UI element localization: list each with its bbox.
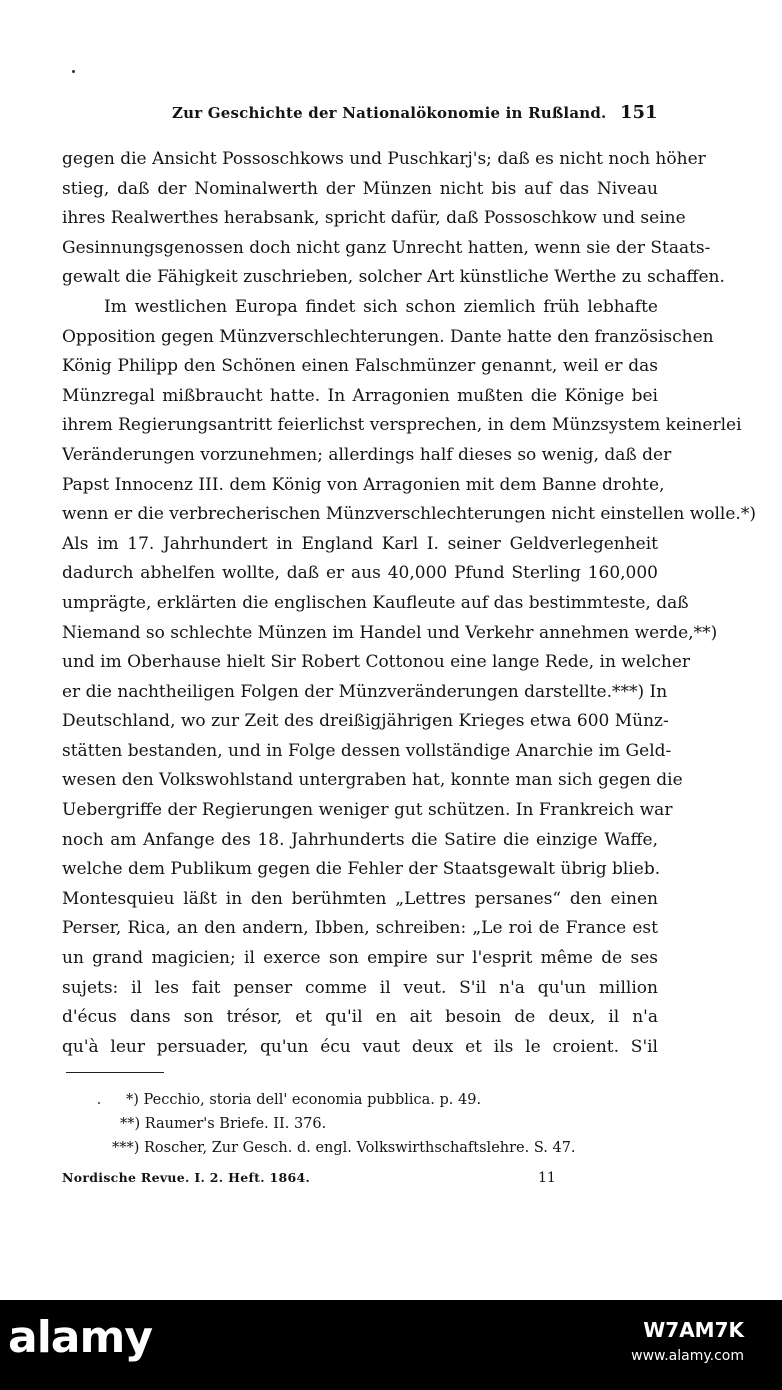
text-line: und im Oberhause hielt Sir Robert Cottonou eine lange Rede, in welcher xyxy=(62,652,691,673)
footnotes xyxy=(112,1088,632,1160)
text-line: Niemand so schlechte Münzen im Handel und Verkehr annehmen werde,**) xyxy=(62,622,718,643)
watermark-banner xyxy=(0,1300,782,1390)
footnote: **) Raumer's Briefe. II. 376. xyxy=(120,1116,327,1132)
text-line: Uebergriffe der Regierungen weniger gut schützen. In Frankreich war xyxy=(62,800,673,821)
sheet-number: 11 xyxy=(538,1170,556,1186)
alamy-logo: alamy xyxy=(8,1312,152,1363)
body-text xyxy=(62,145,756,1062)
text-line: un grand magicien; il exerce son empire sur l'esprit même de ses xyxy=(62,948,658,969)
watermark-url: www.alamy.com xyxy=(631,1348,744,1364)
text-line: Deutschland, wo zur Zeit des dreißigjährigen Krieges etwa 600 Münz- xyxy=(62,711,669,732)
footnote: ***) Roscher, Zur Gesch. d. engl. Volkswirthschaftslehre. S. 47. xyxy=(112,1140,576,1156)
text-line: König Philipp den Schönen einen Falschmünzer genannt, weil er das xyxy=(62,356,658,377)
text-line: ihrem Regierungsantritt feierlichst versprechen, in dem Münzsystem keinerlei xyxy=(62,415,742,436)
sheet-signature: Nordische Revue. I. 2. Heft. 1864. xyxy=(62,1170,311,1185)
text-line: Gesinnungsgenossen doch nicht ganz Unrecht hatten, wenn sie der Staats- xyxy=(62,237,711,258)
text-line: Papst Innocenz III. dem König von Arragonien mit dem Banne drohte, xyxy=(62,474,665,495)
text-line: Als im 17. Jahrhundert in England Karl I. seiner Geldverlegenheit xyxy=(62,533,658,554)
text-line: wesen den Volkswohlstand untergraben hat, konnte man sich gegen die xyxy=(62,770,683,791)
text-line: gewalt die Fähigkeit zuschrieben, solcher Art künstliche Werthe zu schaffen. xyxy=(62,267,725,288)
text-line: ihres Realwerthes herabsank, spricht dafür, daß Possoschkow und seine xyxy=(62,208,686,229)
text-line: Opposition gegen Münzverschlechterungen. Dante hatte den französischen xyxy=(62,326,714,347)
page-number: 151 xyxy=(620,102,658,123)
footnote: *) Pecchio, storia dell' economia pubblica. p. 49. xyxy=(126,1092,482,1108)
text-line: noch am Anfange des 18. Jahrhunderts die Satire die einzige Waffe, xyxy=(62,829,658,850)
text-line: sujets: il les fait penser comme il veut. S'il n'a qu'un million xyxy=(62,977,658,998)
text-line: gegen die Ansicht Possoschkows und Puschkarj's; daß es nicht noch höher xyxy=(62,149,706,169)
text-line: dadurch abhelfen wollte, daß er aus 40,000 Pfund Sterling 160,000 xyxy=(62,563,658,584)
text-line: Im westlichen Europa findet sich schon ziemlich früh lebhafte xyxy=(104,296,658,317)
footnote-divider xyxy=(66,1072,164,1073)
scan-speck xyxy=(98,1102,100,1104)
text-line: d'écus dans son trésor, et qu'il en ait besoin de deux, il n'a xyxy=(62,1007,658,1028)
text-line: Montesquieu läßt in den berühmten „Lettres persanes“ den einen xyxy=(62,888,658,909)
text-line: umprägte, erklärten die englischen Kaufleute auf das bestimmteste, daß xyxy=(62,592,689,613)
image-id: W7AM7K xyxy=(643,1318,744,1342)
text-line: qu'à leur persuader, qu'un écu vaut deux et ils le croient. S'il xyxy=(62,1036,658,1057)
text-line: Perser, Rica, an den andern, Ibben, schreiben: „Le roi de France est xyxy=(62,918,658,939)
text-line: er die nachtheiligen Folgen der Münzveränderungen darstellte.***) In xyxy=(62,681,668,702)
text-line: wenn er die verbrecherischen Münzverschlechterungen nicht einstellen wolle.*) xyxy=(62,504,756,525)
running-head: Zur Geschichte der Nationalökonomie in Rußland. xyxy=(172,104,607,122)
text-line: welche dem Publikum gegen die Fehler der Staatsgewalt übrig blieb. xyxy=(62,859,661,880)
text-line: stätten bestanden, und in Folge dessen vollständige Anarchie im Geld- xyxy=(62,740,672,761)
scan-speck xyxy=(72,70,75,73)
text-line: stieg, daß der Nominalwerth der Münzen nicht bis auf das Niveau xyxy=(62,178,658,199)
text-line: Veränderungen vorzunehmen; allerdings half dieses so wenig, daß der xyxy=(62,444,672,465)
text-line: Münzregal mißbraucht hatte. In Arragonien mußten die Könige bei xyxy=(62,385,658,406)
